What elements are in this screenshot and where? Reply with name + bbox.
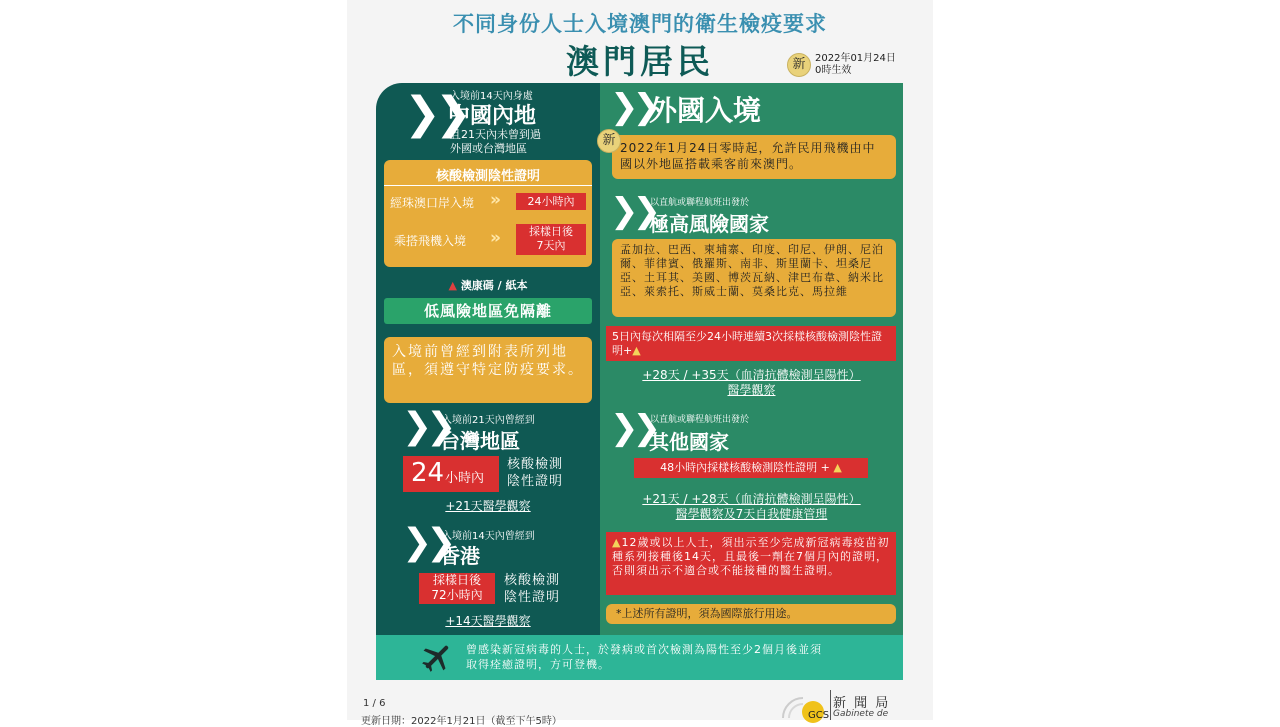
taiwan-observation: +21天醫學觀察 [445, 499, 531, 513]
foreign-entry-column [600, 83, 903, 635]
warning-triangle-icon: ▲ [448, 279, 457, 292]
warning-triangle-icon: ▲ [632, 344, 641, 357]
poster-page [347, 0, 933, 727]
hongkong-time-line: 72小時內 [431, 588, 483, 602]
zhuhai-time-badge: 24小時內 [516, 193, 586, 210]
update-date: 更新日期：2022年1月21日（截至下午5時） [361, 716, 562, 727]
other-test-box [634, 458, 868, 478]
other-title: 其他國家 [649, 430, 729, 454]
chevron-right-icon: ❯❯ [610, 408, 655, 448]
mainland-note-line: 且21天內未曾到過 [450, 128, 541, 141]
taiwan-nat [507, 456, 563, 490]
hongkong-time-badge [419, 573, 495, 604]
chevron-right-icon: ❯❯ [404, 88, 466, 139]
high-risk-test-text: 5日內每次相隔至少24小時連續3次採樣核酸檢測陰性證明+ [612, 330, 882, 357]
airplane-icon [420, 640, 454, 674]
notice-box [384, 337, 592, 403]
left-margin [0, 0, 347, 720]
chevron-right-icon: » [490, 190, 501, 210]
observation-line: +21天 / +28天（血清抗體檢測呈陽性） [642, 492, 861, 506]
travel-note-box [606, 604, 896, 624]
flight-entry-label: 乘搭飛機入境 [394, 234, 467, 248]
taiwan-hours: 24 [411, 458, 445, 488]
intro-text: 2022年1月24日零時起，允許民用飛機由中國以外地區搭載乘客前來澳門。 [620, 141, 876, 171]
warning-triangle-icon: ▲ [833, 461, 842, 474]
footer-text [466, 642, 822, 672]
other-test-text: 48小時內採樣核酸檢測陰性證明 + [660, 461, 830, 474]
right-margin [933, 0, 1280, 720]
footer-line: 取得痊癒證明，方可登機。 [466, 658, 610, 671]
gcs-logo-icon [777, 690, 830, 721]
hongkong-time-line: 採樣日後 [432, 573, 481, 587]
chevron-right-icon: ❯❯ [610, 191, 655, 231]
main-card [376, 83, 903, 680]
poster-title: 不同身份人士入境澳門的衛生檢疫要求 [453, 12, 827, 36]
mainland-title: 中國內地 [448, 104, 537, 129]
zhuhai-entry-label: 經珠澳口岸入境 [390, 196, 475, 210]
chevron-right-icon: ❯❯ [610, 87, 655, 127]
taiwan-pre-label: 入境前21天內曾經到 [442, 415, 535, 426]
hongkong-pre-label: 入境前14天內曾經到 [442, 531, 535, 542]
travel-note: *上述所有證明，須為國際旅行用途。 [616, 607, 798, 620]
observation-line: 醫學觀察及7天自我健康管理 [675, 507, 828, 521]
high-risk-test-box [606, 326, 896, 361]
vaccine-note [606, 532, 896, 578]
vaccine-note-box [606, 532, 896, 595]
mainland-pre-label: 入境前14天內身處 [450, 91, 533, 102]
low-risk-label: 低風險地區免隔離 [423, 302, 552, 320]
other-pre-label: 以直航或聯程航班出發於 [650, 415, 750, 425]
hongkong-observation: +14天醫學觀察 [445, 614, 531, 628]
effective-date-line: 2022年01月24日 [815, 53, 896, 64]
effective-time-line: 0時生效 [815, 65, 852, 76]
effective-date [815, 53, 896, 77]
health-code [376, 277, 600, 293]
other-test [634, 458, 868, 478]
intro-box [612, 135, 896, 179]
warning-triangle-icon: ▲ [612, 536, 622, 549]
high-risk-countries: 孟加拉、巴西、柬埔寨、印度、印尼、伊朗、尼泊爾、菲律賓、俄羅斯、南非、斯里蘭卡、坦桑尼亞、土耳其、美國、博茨瓦納、津巴布韋、納米比亞、萊索托、斯威士蘭、莫桑比克、馬拉維 [620, 243, 884, 298]
high-risk-test [606, 326, 896, 358]
gcs-logo-text: 新 聞 局 [833, 696, 891, 711]
new-badge: 新 [787, 53, 811, 77]
gcs-logo-subtext: Gabinete de [833, 709, 889, 719]
flight-time-badge [516, 224, 586, 255]
hongkong-nat [504, 572, 560, 606]
nat-title: 核酸檢測陰性證明 [435, 169, 540, 184]
footer-line: 曾感染新冠病毒的人士，於發病或首次檢測為陽性至少2個月後並須 [466, 643, 822, 656]
chevron-right-icon: ❯❯ [402, 522, 451, 563]
taiwan-title: 台灣地區 [440, 429, 520, 453]
high-risk-observation [600, 368, 903, 398]
low-risk-bar [384, 298, 592, 324]
high-risk-title: 極高風險國家 [649, 212, 769, 236]
nat-line: 核酸檢測 [504, 573, 561, 588]
divider [384, 185, 592, 186]
mainland-nat-box [384, 160, 592, 267]
notice-text: 入境前曾經到附表所列地區，須遵守特定防疫要求。 [392, 344, 584, 378]
nat-line: 陰性證明 [504, 590, 561, 605]
taiwan-hours-unit: 小時內 [445, 471, 485, 486]
poster-subtitle: 澳門居民 [566, 42, 714, 81]
hongkong-title: 香港 [440, 544, 480, 568]
taiwan-time-badge [403, 456, 499, 492]
observation-line: 醫學觀察 [727, 383, 776, 397]
new-badge: 新 [597, 129, 621, 153]
other-observation [600, 492, 903, 522]
health-code-label: 澳康碼 / 紙本 [460, 279, 528, 292]
nat-line: 核酸檢測 [507, 457, 564, 472]
mainland-note [450, 128, 541, 156]
logo-divider [830, 690, 831, 720]
chevron-right-icon: » [490, 228, 501, 248]
footer-band [376, 635, 903, 680]
observation-line: +28天 / +35天（血清抗體檢測呈陽性） [642, 368, 861, 382]
flight-time-line: 7天內 [536, 239, 566, 252]
high-risk-pre-label: 以直航或聯程航班出發於 [650, 198, 750, 208]
foreign-entry-title: 外國入境 [649, 94, 762, 127]
flight-time-line: 採樣日後 [529, 225, 573, 238]
page-number: 1 / 6 [363, 698, 386, 709]
high-risk-countries-box [612, 239, 896, 317]
mainland-note-line: 外國或台灣地區 [450, 142, 527, 155]
nat-line: 陰性證明 [507, 474, 564, 489]
chevron-right-icon: ❯❯ [402, 406, 451, 447]
svg-text:GCS: GCS [808, 710, 830, 721]
vaccine-note-text: 12歲或以上人士，須出示至少完成新冠病毒疫苗初種系列接種後14天，且最後一劑在7個月內的證明，否則須出示不適合或不能接種的醫生證明。 [612, 536, 890, 577]
